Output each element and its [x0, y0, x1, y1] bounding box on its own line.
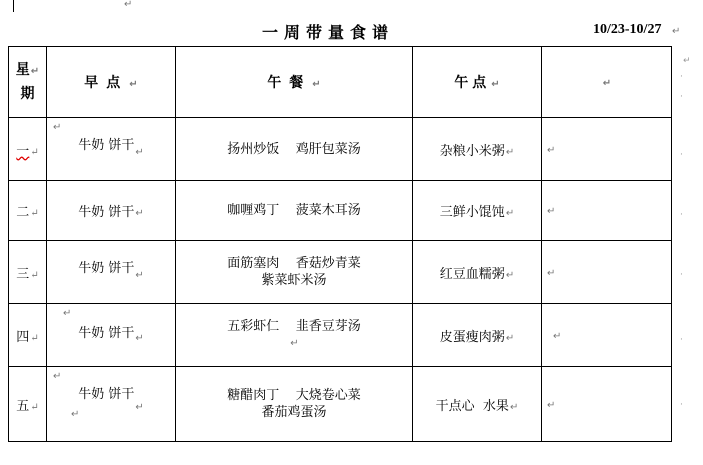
breakfast-cell [47, 367, 176, 442]
text-cursor [13, 0, 14, 12]
header-breakfast-label: 早点 [84, 75, 129, 91]
table-row [9, 118, 672, 181]
weekly-menu-table [8, 46, 672, 442]
breakfast-text: 牛奶 饼干 [78, 260, 135, 276]
header-snack [413, 47, 542, 118]
end-of-row-mark: · [680, 210, 683, 220]
paragraph-mark-icon: ↵ [30, 66, 40, 77]
extra-cell [542, 241, 672, 304]
weekday-cell [9, 304, 47, 367]
paragraph-mark-icon: ↵ [30, 401, 39, 413]
paragraph-mark-icon: ↵ [547, 267, 556, 279]
paragraph-mark-icon: ↵ [63, 308, 72, 319]
paragraph-mark-icon: ↵ [509, 401, 519, 413]
lunch-cell [176, 367, 413, 442]
date-range: 10/23-10/27 [593, 22, 662, 37]
paragraph-mark-icon: ↵ [547, 399, 556, 411]
paragraph-mark-icon: ↵ [30, 146, 39, 158]
lunch-text: 五彩虾仁 韭香豆芽汤 [227, 319, 361, 334]
header-weekday-char: 星↵ [15, 62, 40, 78]
lunch-text: 紫菜虾米汤 [261, 273, 327, 288]
weekday-label: 三 [16, 266, 30, 282]
lunch-cell [176, 241, 413, 304]
snack-text: 杂粮小米粥 [439, 143, 505, 159]
breakfast-cell [47, 304, 176, 367]
breakfast-cell [47, 241, 176, 304]
paragraph-mark-icon: ↵ [124, 0, 133, 10]
paragraph-mark-icon: ↵ [71, 409, 80, 420]
extra-cell [542, 367, 672, 442]
header-extra [542, 47, 672, 118]
paragraph-mark-icon: ↵ [505, 332, 515, 344]
header-breakfast [47, 47, 176, 118]
extra-cell [542, 304, 672, 367]
paragraph-mark-icon: ↵ [683, 56, 691, 66]
breakfast-text: 牛奶 饼干 [78, 137, 135, 153]
weekday-label: 二 [16, 205, 30, 220]
paragraph-mark-icon: ↵ [30, 332, 39, 344]
lunch-text: 番茄鸡蛋汤 [261, 405, 327, 420]
paragraph-mark-icon: ↵ [547, 144, 556, 156]
snack-text: 红豆血糯粥 [439, 266, 505, 282]
weekday-label: 一 [16, 143, 30, 159]
breakfast-cell [47, 118, 176, 181]
extra-cell [542, 118, 672, 181]
paragraph-mark-icon: ↵ [505, 269, 515, 281]
paragraph-mark-icon: ↵ [491, 79, 500, 90]
snack-cell [413, 118, 542, 181]
snack-cell [413, 304, 542, 367]
page-title: 一周带量食谱 [262, 23, 395, 42]
weekday-label: 五 [16, 398, 30, 414]
lunch-text: 糖醋肉丁 大烧卷心菜 [227, 388, 361, 403]
snack-cell [413, 181, 542, 241]
table-header-row [9, 47, 672, 118]
paragraph-mark-icon: ↵ [53, 371, 62, 382]
paragraph-mark-icon: ↵ [290, 338, 299, 349]
breakfast-text: 牛奶 饼干 [78, 205, 135, 220]
lunch-text: 扬州炒饭 鸡肝包菜汤 [227, 141, 361, 157]
end-of-row-mark: · [680, 72, 683, 82]
weekday-cell [9, 241, 47, 304]
header-weekday [9, 47, 47, 118]
paragraph-mark-icon: ↵ [602, 78, 612, 89]
breakfast-text: 牛奶 饼干 [78, 325, 135, 341]
table-row [9, 304, 672, 367]
table-row [9, 367, 672, 442]
snack-text: 皮蛋瘦肉粥 [439, 329, 505, 345]
snack-cell [413, 241, 542, 304]
table-row [9, 241, 672, 304]
lunch-cell [176, 304, 413, 367]
paragraph-mark-icon: ↵ [30, 269, 39, 281]
paragraph-mark-icon: ↵ [547, 206, 556, 217]
lunch-text: 面筋塞肉 香菇炒青菜 [227, 256, 361, 271]
breakfast-cell [47, 181, 176, 241]
weekday-cell [9, 181, 47, 241]
weekday-label: 四 [16, 329, 30, 345]
weekday-cell [9, 118, 47, 181]
end-of-row-mark: · [680, 150, 683, 160]
paragraph-mark-icon: ↵ [135, 401, 144, 413]
paragraph-mark-icon: ↵ [672, 26, 681, 37]
paragraph-mark-icon: ↵ [505, 208, 515, 219]
snack-text: 三鲜小馄饨 [439, 205, 505, 220]
lunch-cell [176, 181, 413, 241]
lunch-text: 咖喱鸡丁 菠菜木耳汤 [227, 203, 361, 218]
end-of-row-mark: · [680, 400, 683, 410]
extra-cell [542, 181, 672, 241]
end-of-row-mark: · [680, 270, 683, 280]
paragraph-mark-icon: ↵ [30, 208, 39, 219]
breakfast-text: 牛奶 饼干 [78, 386, 135, 402]
header-weekday-label [16, 59, 39, 105]
paragraph-mark-icon: ↵ [129, 79, 138, 90]
header-lunch-label: 午餐 [267, 75, 312, 91]
table-row [9, 181, 672, 241]
lunch-cell [176, 118, 413, 181]
header-snack-label: 午点 [454, 75, 491, 91]
weekday-cell [9, 367, 47, 442]
snack-text: 干点心 水果 [435, 398, 509, 414]
snack-cell [413, 367, 542, 442]
header-weekday-char: 期 [20, 86, 35, 102]
paragraph-mark-icon: ↵ [135, 332, 144, 344]
paragraph-mark-icon: ↵ [505, 146, 515, 158]
end-of-row-mark: · [680, 335, 683, 345]
end-of-row-mark: · [680, 92, 683, 102]
paragraph-mark-icon: ↵ [312, 79, 321, 90]
header-lunch [176, 47, 413, 118]
paragraph-mark-icon: ↵ [135, 208, 144, 219]
paragraph-mark-icon: ↵ [135, 269, 144, 281]
paragraph-mark-icon: ↵ [553, 330, 562, 342]
paragraph-mark-icon: ↵ [135, 146, 144, 158]
paragraph-mark-icon: ↵ [53, 122, 62, 133]
